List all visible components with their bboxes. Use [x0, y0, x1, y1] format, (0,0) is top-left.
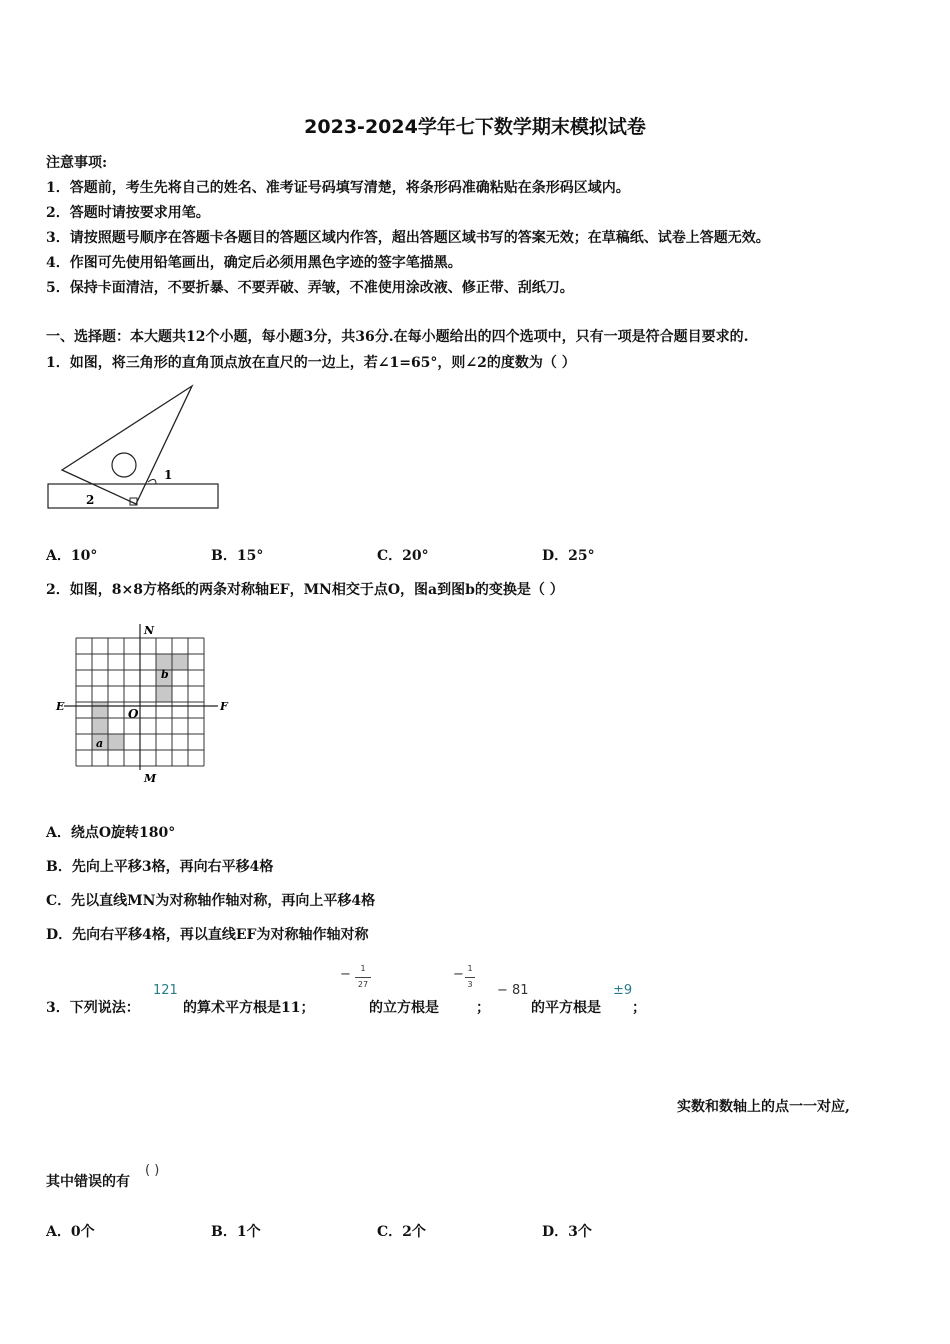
- triangle: [62, 386, 192, 504]
- angle1-arc: [148, 479, 156, 484]
- q3-semicolon2: ；: [632, 1000, 646, 1016]
- q3-neg-sign2: −: [453, 967, 464, 982]
- q3-frac1-bar: [355, 977, 371, 978]
- q3-frac2-bar: [465, 977, 475, 978]
- q3-option-b: B．1个: [211, 1224, 261, 1240]
- ruler: [48, 484, 218, 508]
- q1-figure: [44, 380, 224, 512]
- q1-option-b: B．15°: [211, 548, 264, 564]
- q3-frac2-den: 3: [467, 980, 473, 989]
- notice-item: 4．作图可先使用铅笔画出，确定后必须用黑色字迹的签字笔描黑。: [46, 255, 462, 271]
- q3-semicolon: ；: [476, 1000, 490, 1016]
- notice-item: 1．答题前，考生先将自己的姓名、准考证号码填写清楚，将条形码准确粘贴在条形码区域内。: [46, 180, 630, 196]
- label-e: E: [56, 700, 65, 713]
- page-title: 2023-2024学年七下数学期末模拟试卷: [304, 116, 646, 138]
- notice-item: 5．保持卡面清洁，不要折暴、不要弄破、弄皱，不准使用涂改液、修正带、刮纸刀。: [46, 280, 574, 296]
- q1-option-c: C．20°: [377, 548, 429, 564]
- triangle-hole: [112, 453, 136, 477]
- notice-item: 3．请按照题号顺序在答题卡各题目的答题区域内作答，超出答题区域书写的答案无效；在草稿纸、试卷上答题无效。: [46, 230, 770, 246]
- q2-option-c: C．先以直线MN为对称轴作轴对称，再向上平移4格: [46, 893, 376, 909]
- q2-stem: 2．如图，8×8方格纸的两条对称轴EF，MN相交于点O，图a到图b的变换是（ ）: [46, 582, 564, 598]
- q2-option-d: D．先向右平移4格，再以直线EF为对称轴作轴对称: [46, 927, 369, 943]
- q1-option-d: D．25°: [542, 548, 595, 564]
- q3-frac1-num: 1: [360, 964, 366, 973]
- q1-stem: 1．如图，将三角形的直角顶点放在直尺的一边上，若∠1=65°，则∠2的度数为（ ）: [46, 355, 576, 371]
- q2-option-a: A．绕点O旋转180°: [46, 825, 176, 841]
- section-heading: 一、选择题：本大题共12个小题，每小题3分，共36分.在每小题给出的四个选项中，只有一项是符合题目要求的.: [46, 329, 749, 345]
- label-b: b: [161, 668, 169, 681]
- q2-option-b: B．先向上平移3格，再向右平移4格: [46, 859, 274, 875]
- q2-grid-figure: [50, 620, 240, 790]
- notice-heading: 注意事项:: [46, 155, 108, 171]
- q1-option-a: A．10°: [46, 548, 98, 564]
- notice-item: 2．答题时请按要求用笔。: [46, 205, 210, 221]
- label-a: a: [96, 737, 104, 750]
- q3-option-a: A．0个: [46, 1224, 95, 1240]
- q3-text1: 的算术平方根是11；: [183, 1000, 315, 1016]
- label-n: N: [144, 624, 155, 637]
- label-o: O: [128, 707, 139, 721]
- angle1-label: 1: [164, 468, 173, 482]
- shape-a: [108, 734, 124, 750]
- angle2-label: 2: [86, 493, 95, 507]
- q3-option-d: D．3个: [542, 1224, 592, 1240]
- q3-text2: 的立方根是: [369, 1000, 439, 1016]
- shape-b: [172, 654, 188, 670]
- q3-prefix: 3．下列说法：: [46, 1000, 140, 1016]
- q3-frac2-num: 1: [467, 964, 473, 973]
- q3-121: 121: [153, 983, 178, 998]
- q3-neg-sign: −: [340, 967, 351, 982]
- q3-text3: 的平方根是: [531, 1000, 601, 1016]
- q3-line3: 其中错误的有: [46, 1174, 130, 1190]
- q3-pm9: ±9: [613, 983, 633, 998]
- q3-neg81: − 81: [497, 983, 529, 998]
- q3-line2: 实数和数轴上的点一一对应,: [677, 1099, 850, 1115]
- q3-paren: ( ): [145, 1163, 160, 1178]
- q3-frac1-den: 27: [357, 980, 369, 989]
- label-m: M: [144, 772, 157, 785]
- label-f: F: [220, 700, 228, 713]
- q3-option-c: C．2个: [377, 1224, 426, 1240]
